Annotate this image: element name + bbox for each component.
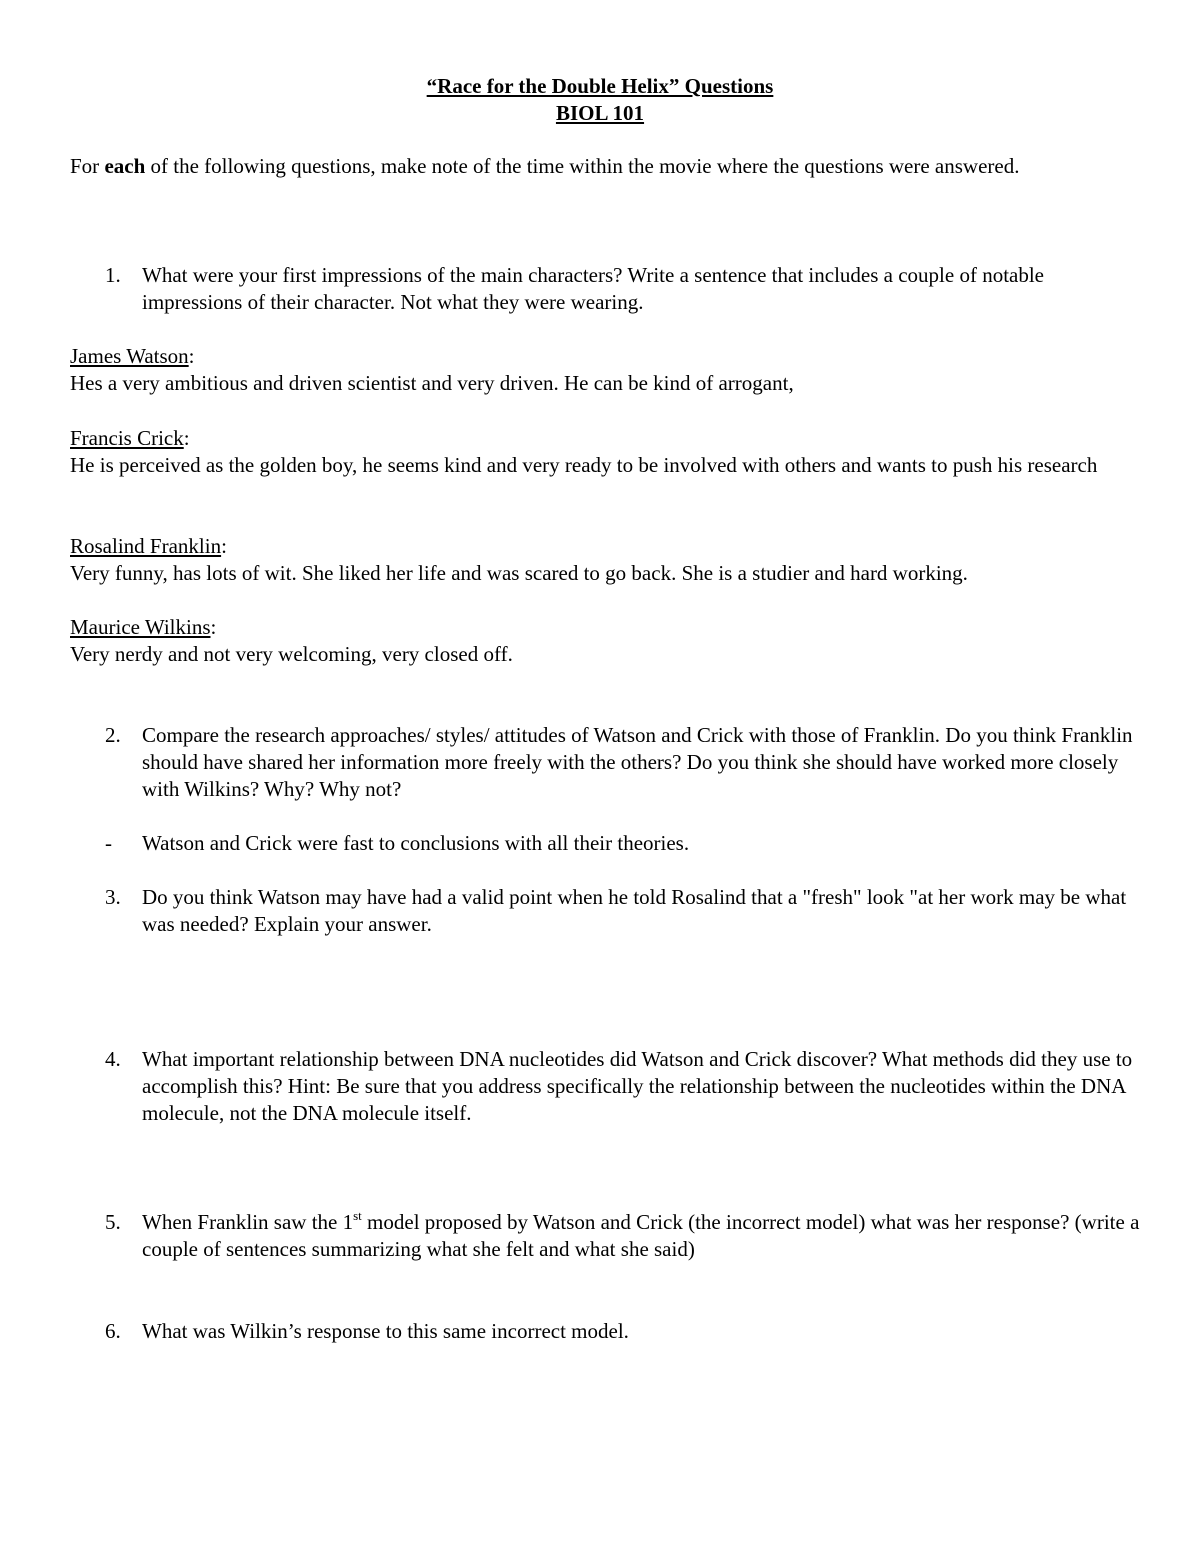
question-text: Compare the research approaches/ styles/ attitudes of Watson and Crick with those of Franklin. Do you think Franklin should have shared her information more freely with the others? Do you think she should have worked more closely with Wilkins? Why? Why not? <box>142 723 1133 801</box>
question-number: 2. <box>105 723 121 747</box>
character-watson <box>70 343 1140 397</box>
question-2 <box>70 722 1140 803</box>
question-4 <box>70 1046 1140 1127</box>
question-text: What important relationship between DNA nucleotides did Watson and Crick discover? What methods did they use to accomplish this? Hint: Be sure that you address specifically the relationship between the nucleotides within the DNA molecule, not the DNA molecule itself. <box>142 1047 1133 1125</box>
character-name: Maurice Wilkins <box>70 615 211 639</box>
colon: : <box>210 615 217 639</box>
intro-text-end: of the following questions, make note of the time within the movie where the questions were answered. <box>145 154 1020 178</box>
question-text-end: model proposed by Watson and Crick (the incorrect model) what was her response? (write a couple of sentences summarizing what she felt and what she said) <box>142 1210 1140 1261</box>
question-number: 1. <box>105 263 121 287</box>
colon: : <box>188 344 195 368</box>
question-1 <box>70 262 1140 316</box>
question-text: Do you think Watson may have had a valid point when he told Rosalind that a "fresh" look "at her work may be what was needed? Explain your answer. <box>142 885 1127 936</box>
character-franklin <box>70 533 1140 587</box>
character-wilkins <box>70 614 1140 668</box>
colon: : <box>221 534 227 558</box>
question-6 <box>70 1318 1140 1345</box>
question-number: 5. <box>105 1210 121 1234</box>
question-text-start: When Franklin saw the 1 <box>142 1210 354 1234</box>
ordinal-suffix: st <box>353 1208 362 1223</box>
question-5 <box>70 1209 1140 1263</box>
bullet-marker: - <box>105 831 112 855</box>
answer-bullet <box>70 830 1140 857</box>
character-answer: He is perceived as the golden boy, he seems kind and very ready to be involved with others and wants to push his research <box>70 453 1098 477</box>
character-crick <box>70 425 1140 479</box>
question-text: What was Wilkin’s response to this same incorrect model. <box>142 1319 629 1343</box>
question-text <box>142 1209 1140 1263</box>
character-answer: Very nerdy and not very welcoming, very closed off. <box>70 642 513 666</box>
answer-text: Watson and Crick were fast to conclusions with all their theories. <box>142 831 690 855</box>
course-code: BIOL 101 <box>555 101 645 125</box>
header <box>0 73 1200 127</box>
question-3 <box>70 884 1140 938</box>
document-title: “Race for the Double Helix” Questions <box>426 74 774 98</box>
character-name: Francis Crick <box>70 426 184 450</box>
question-number: 4. <box>105 1047 121 1071</box>
character-name: James Watson <box>70 344 189 368</box>
intro-emphasis: each <box>104 154 146 178</box>
question-number: 3. <box>105 885 121 909</box>
intro-text-start: For <box>70 154 105 178</box>
character-name: Rosalind Franklin <box>70 534 222 558</box>
instructions <box>70 153 1130 180</box>
question-text: What were your first impressions of the main characters? Write a sentence that includes a couple of notable impressions of their character. Not what they were wearing. <box>142 263 1045 314</box>
question-number: 6. <box>105 1319 121 1343</box>
character-answer: Very funny, has lots of wit. She liked her life and was scared to go back. She is a studier and hard working. <box>70 561 968 585</box>
character-answer: Hes a very ambitious and driven scientist and very driven. He can be kind of arrogant, <box>70 371 794 395</box>
colon: : <box>183 426 190 450</box>
